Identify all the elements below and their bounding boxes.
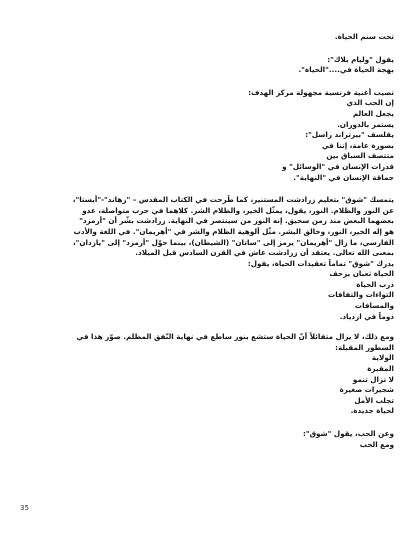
poem-line: درب الحياة [356,279,394,289]
paragraph-line: هو إله الخير، النور، وخالق البشر. مثّل ألوهية الظلام والشر في "أهريمان". في اللغة والأدب [73,226,394,236]
paragraph-line: عن النور والظلام. النور، يقول، يمثّل الخير، والظلام الشر. كلاهما في حرب متواصلة، عدو [82,205,394,215]
verse-line: قدرات الإنسان في "الوسائل" و [282,161,394,171]
verse-line: بصورة عامة، إننا في [321,140,394,150]
paragraph-line: ومع ذلك، لا يزال متفائلاً أنّ الحياة ستشع بنور ساطع في نهاية النّفق المظلم. صوّر هذا في [76,332,394,342]
poem-line: والمسافات [354,301,394,311]
page-number: 35 [20,504,29,512]
poem-line: التواءات والتفافات [328,290,394,300]
poem-line: تجلب الأمل [354,395,394,405]
poem-line: لا تزال تنمو [352,374,394,384]
quote-line: بهجة الحياة في...."الحياة". [298,65,394,75]
poem-line: دوماً في ازدياد. [339,311,394,321]
section-heading: تحت سنم الحياة. [334,32,394,41]
page-text-column [24,32,394,450]
paragraph-line: وعن الحب، يقول "شوق": [302,429,394,438]
paragraph-line: بمعنى الله تعالى. يعتقد أن زرادشت عاش في القرن السادس قبل الميلاد. [135,248,394,258]
poem-line: الحياة ثعبان يزحف [329,269,394,279]
verse-line: إن الحب الذي [346,98,394,108]
paragraph-line: يدرك "شوق" تماماً تعقيدات الحياة، يقول: [247,258,394,268]
poem-line: الولاية [371,353,394,363]
paragraph-line: بعضهما البعض منذ زمن سحيق. إنه النور من سينتصر في النهاية. زرادشت بشّر أن "أرمزد" [79,216,394,226]
poem-line: المقبرة [367,364,394,374]
verse-line: حماقة الإنسان في "النهاية". [293,172,394,182]
verse-line: يجعل العالم [352,108,394,118]
poem-line: شجيرات صغيرة [339,385,394,395]
verse-line: يقلسف "بيرتراند راسل": [305,130,394,140]
poem-line: ومع الحب [359,439,394,449]
verse-line: متتصف السباق بين [326,151,394,161]
quote-line: يقول "وليام بلاك": [327,54,394,64]
paragraph-line: السطور المقبلة: [335,342,394,352]
paragraph-line: الفارسي، ما زال "أهريمان" يرمز إلى "ساتان" (الشيطان)، بينما حوّل "أرمزد" إلى "يازدان"، [72,237,394,247]
poem-line: لحياة جديدة. [350,406,394,416]
paragraph-line: يتمسك "شوق" بتعليم زرادشت المستنير، كما طُرحت في الكتاب المقدس – "زهاند"-"أيستا"، [72,195,394,205]
verse-line: يستمر بالدوران. [337,119,394,129]
song-intro: تصيب أغنية فرنسية مجهولة مركز الهدف: [248,87,394,97]
